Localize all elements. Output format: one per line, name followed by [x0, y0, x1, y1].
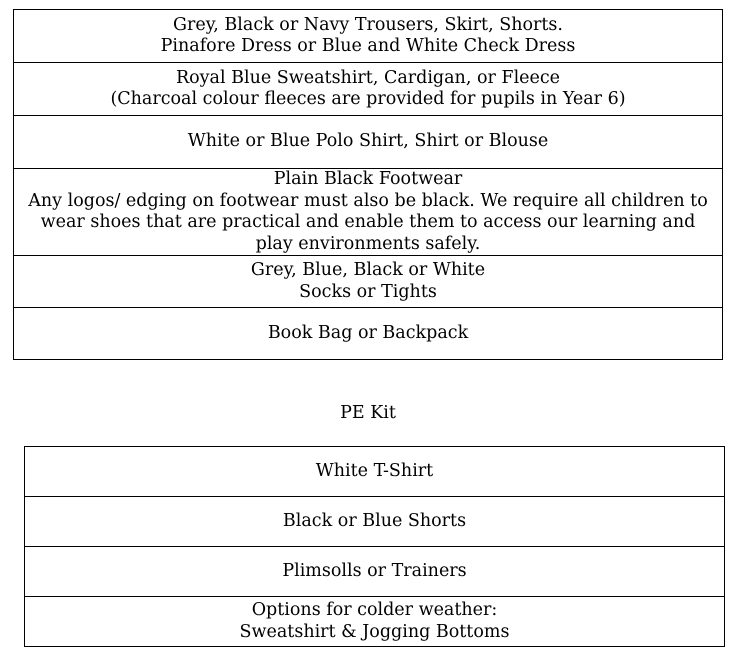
table-row: [14, 169, 723, 256]
uniform-item-sweatshirt: [14, 63, 723, 116]
table-row: [14, 256, 723, 308]
item-text: (Charcoal colour fleeces are provided for pupils in Year 6): [110, 89, 626, 109]
table-row: [25, 547, 725, 597]
uniform-list-table: [13, 9, 723, 360]
item-text: White or Blue Polo Shirt, Shirt or Blouse: [187, 131, 549, 152]
item-text: Pinafore Dress or Blue and White Check Dress: [160, 36, 576, 56]
pe-item-tshirt: [25, 447, 725, 497]
uniform-item-bag: [14, 308, 723, 360]
item-text: Black or Blue Shorts: [282, 510, 467, 531]
table-row: [14, 116, 723, 169]
item-text: Plain Black Footwear: [273, 169, 463, 189]
item-text: Any logos/ edging on footwear must also be black. We require all children to wear shoes that are practical and enable them to access our learning and play environments safely.: [28, 190, 708, 254]
pe-kit-heading: PE Kit: [340, 403, 396, 423]
item-text: White T-Shirt: [315, 460, 434, 481]
pe-item-cold-weather: [25, 597, 725, 647]
table-row: [25, 497, 725, 547]
item-text: Sweatshirt & Jogging Bottoms: [239, 621, 510, 642]
item-text: Grey, Blue, Black or White: [250, 260, 486, 280]
uniform-item-socks: [14, 256, 723, 308]
table-row: [14, 10, 723, 63]
item-text: Book Bag or Backpack: [267, 322, 469, 343]
table-row: [14, 308, 723, 360]
pe-kit-table: [24, 446, 725, 647]
item-text: Grey, Black or Navy Trousers, Skirt, Shorts.: [173, 14, 563, 35]
uniform-item-trousers: [14, 10, 723, 63]
uniform-item-footwear: [14, 169, 723, 256]
uniform-item-shirt: [14, 116, 723, 169]
item-text: Royal Blue Sweatshirt, Cardigan, or Fleece: [175, 67, 561, 88]
table-row: [14, 63, 723, 116]
item-text: Socks or Tights: [299, 281, 437, 302]
pe-item-footwear: [25, 547, 725, 597]
table-row: [25, 447, 725, 497]
table-row: [25, 597, 725, 647]
item-text: Options for colder weather:: [251, 600, 498, 620]
pe-item-shorts: [25, 497, 725, 547]
item-text: Plimsolls or Trainers: [282, 560, 467, 581]
